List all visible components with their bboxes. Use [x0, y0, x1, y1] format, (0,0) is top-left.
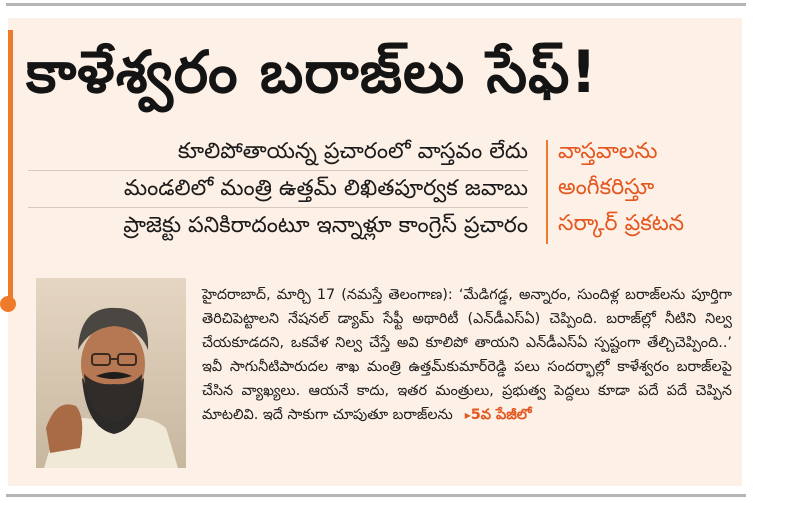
- triangle-right-icon: ▸: [464, 408, 471, 422]
- sub-headline: ప్రాజెక్టు పనికిరాదంటూ ఇన్నాళ్లూ కాంగ్రెస్‌ ప్రచారం: [123, 213, 528, 238]
- headline: కాళేశ్వరం బరాజ్‌లు సేఫ్‌!: [26, 38, 598, 106]
- top-rule: [6, 3, 746, 6]
- sidebar-line: సర్కార్‌ ప్రకటన: [558, 211, 685, 236]
- accent-bar: [8, 30, 13, 306]
- sidebar-divider: [546, 140, 548, 244]
- sidebar-line: వాస్తవాలను: [558, 139, 658, 164]
- sidebar-line: అంగీకరిస్తూ: [558, 175, 655, 200]
- continue-link[interactable]: [465, 407, 532, 423]
- bottom-rule: [6, 494, 746, 497]
- accent-dot: [0, 296, 16, 312]
- article-body-text: హైదరాబాద్‌, మార్చి 17 (నమస్తే తెలంగాణ): ‘మేడిగడ్డ, అన్నారం, సుందిళ్ల బరాజ్‌లను పూర్తిగా తెరిచిపెట్టాలని నేషనల్‌ డ్యామ్‌ సేఫ్టీ అథారిటీ (ఎన్‌డీఎస్‌ఏ) చెప్పింది. బరాజ్‌ల్లో నీటిని నిల్వ చేయకూడదని, ఒకవేళ నిల్వ చేస్తే అవి కూలిపో తాయని ఎన్‌డీఎస్‌ఏ స్పష్టంగా తేల్చిచెప్పింది..’ ఇవీ సాగునీటిపారుదల శాఖ మంత్రి ఉత్తమ్‌కుమార్‌రెడ్డి పలు సందర్భాల్లో కాళేశ్వరం బరాజ్‌లపై చేసిన వ్యాఖ్యలు. ఆయనే కాదు, ఇతర మంత్రులు, ప్రభుత్వ పెద్దలు కూడా పదే పదే చెప్పిన మాటలివి. ఇదే సాకుగా చూపుతూ బరాజ్‌లను: [202, 287, 732, 423]
- sub-headlines: [28, 134, 528, 244]
- sub-headline: కూలిపోతాయన్న ప్రచారంలో వాస్తవం లేదు: [28, 134, 528, 171]
- sidebar-highlight: [558, 134, 738, 242]
- article-body: [202, 283, 732, 427]
- portrait-illustration: [36, 278, 186, 468]
- minister-photo: [36, 278, 186, 468]
- continue-label: 5వ పేజీలో: [470, 407, 532, 423]
- sub-headline: మండలిలో మంత్రి ఉత్తమ్‌ లిఖితపూర్వక జవాబు: [28, 171, 528, 208]
